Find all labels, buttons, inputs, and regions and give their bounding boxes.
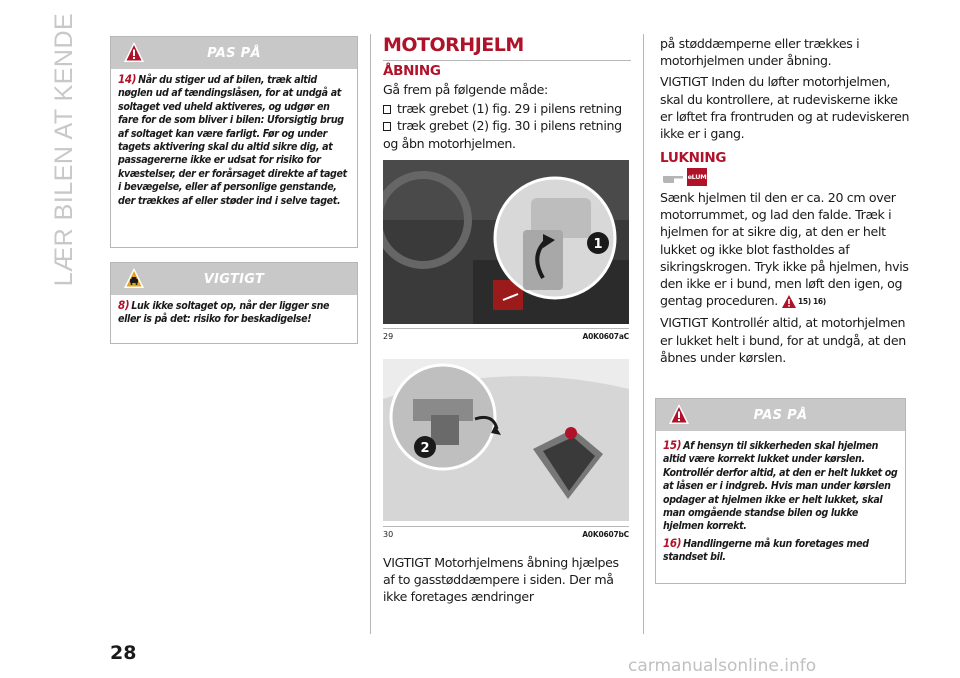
warning-text: Handlingerne må kun foretages med standset bil.: [663, 537, 869, 564]
warning-title: PAS PÅ: [753, 407, 808, 423]
danger-triangle-icon: [668, 403, 690, 427]
column-divider: [370, 34, 371, 634]
bullet-text: træk grebet (2) fig. 30 i pilens retning: [397, 118, 622, 134]
car-caution-icon: [123, 267, 145, 291]
warning-box-pas-paa-15-16: [655, 398, 906, 584]
closing-instructions: [660, 189, 910, 370]
figure-code: A0K0607aC: [582, 332, 629, 341]
figure-callout-1: 1: [593, 237, 603, 252]
warning-paragraph: [663, 537, 899, 565]
important-text: VIGTIGT Motorhjelmens åbning hjælpes af to gasstøddæmpere i siden. Der må ikke foretages ændringer: [383, 555, 619, 605]
intro-text: Gå frem på følgende måde:: [383, 82, 548, 97]
watermark: carmanualsonline.info: [628, 656, 817, 676]
lukning-icons: [662, 168, 707, 186]
warning-box-header: [111, 37, 357, 69]
footnote-ref: 8): [118, 298, 130, 312]
chapter-side-title: [40, 12, 90, 286]
bullet-box-icon: [383, 122, 391, 131]
warning-title: VIGTIGT: [203, 271, 265, 287]
figure-30-caption: [383, 526, 629, 539]
important-wipers-text: VIGTIGT Inden du løfter motorhjelmen, skal du kontrollere, at rudeviskerne ikke er løftet fra frontruden og at rudeviskeren ikke er i gang.: [660, 74, 910, 142]
figure-29-illustration: [383, 160, 629, 324]
after-bullets-text: og åbn motorhjelmen.: [383, 135, 516, 151]
warning-text: Når du stiger ud af bilen, træk altid nøglen ud af tændingslåsen, for at undgå at soltaget ved uheld aktiveres, og udgør en fare for de som bliver i bilen: Uforsigtig brug af soltaget kan være farligt. Før og under tagets aktivering skal du altid sikre dig, at passagererne ikke er udsat for risiko for kvæstelser, der er forårsaget direkte af taget i bevægelse, eller af personlige genstande, der trækkes af eller støder ind i selve taget.: [118, 74, 347, 207]
continuation-text: på støddæmperne eller trækkes i motorhjelmen under åbning.: [660, 36, 860, 69]
closing-text: Sænk hjelmen til den er ca. 20 cm over motorrummet, og lad den falde. Træk i hjelmen for at sikre dig, at den er helt lukket og ikke blot fastholdes af sikringskrogen. Tryk ikke på hjelmen, hvis den ikke er i bund, men løft den igen, og gentag proceduren.: [660, 190, 909, 309]
warning-text: Luk ikke soltaget op, når der ligger sne eller is på det: risiko for beskadigelse!: [118, 300, 330, 326]
inline-refs: 15) 16): [797, 297, 826, 307]
bullet-item: [383, 117, 633, 134]
warning-body: [111, 295, 357, 336]
chapter-side-title-text: LÆR BILEN AT KENDE: [50, 12, 79, 286]
warning-text: Af hensyn til sikkerheden skal hjelmen altid være korrekt lukket under kørslen. Kontrollér derfor altid, at den er helt lukket og at låsen er i indgreb. Hvis man under kørslen opdager at hjelmen ikke er helt lukket, skal man omgående standse bilen og lukke hjelmen korrekt.: [663, 440, 898, 533]
figure-29-caption: [383, 328, 629, 341]
opening-instructions: [383, 81, 633, 156]
bullet-text: træk grebet (1) fig. 29 i pilens retning: [397, 101, 622, 117]
warning-box-pas-paa-14: [110, 36, 358, 248]
footnote-ref: 16): [663, 535, 682, 550]
warning-body: [656, 431, 905, 574]
important-shock-absorbers: [383, 554, 633, 610]
warning-box-header: [111, 263, 357, 295]
inline-warning-ref: [782, 293, 826, 310]
warning-box-header: [656, 399, 905, 431]
subhead-lukning: LUKNING: [660, 150, 727, 166]
section-title: MOTORHJELM: [383, 34, 631, 61]
closing-paragraph: [660, 189, 910, 310]
bullet-box-icon: [383, 105, 391, 114]
hand-pointing-icon: [662, 169, 684, 185]
column-divider: [643, 34, 644, 634]
figure-30-illustration: [383, 359, 629, 521]
page-number: 28: [110, 642, 137, 664]
elum-icon: eLUM: [687, 168, 707, 186]
warning-box-vigtigt-8: [110, 262, 358, 344]
warning-body: [111, 69, 357, 217]
bullet-item: [383, 100, 633, 117]
subhead-aabning: ÅBNING: [383, 63, 441, 79]
warning-title: PAS PÅ: [207, 45, 261, 61]
footnote-ref: 14): [118, 72, 137, 86]
important-closed-text: VIGTIGT Kontrollér altid, at motorhjelmen er lukket helt i bund, for at undgå, at den åbnes under kørslen.: [660, 315, 906, 365]
warning-paragraph: [118, 73, 351, 208]
warning-paragraph: [663, 439, 899, 534]
danger-triangle-icon: [782, 295, 796, 308]
figure-number: 30: [383, 530, 394, 539]
figure-29-hood-release-lever: [383, 160, 629, 324]
figure-number: 29: [383, 332, 394, 341]
figure-callout-2: 2: [420, 441, 430, 456]
figure-30-hood-safety-catch: [383, 359, 629, 521]
warning-paragraph: [118, 299, 351, 327]
danger-triangle-icon: [123, 41, 145, 65]
right-column-top-text: [660, 35, 910, 146]
figure-code: A0K0607bC: [582, 530, 629, 539]
footnote-ref: 15): [663, 438, 682, 452]
